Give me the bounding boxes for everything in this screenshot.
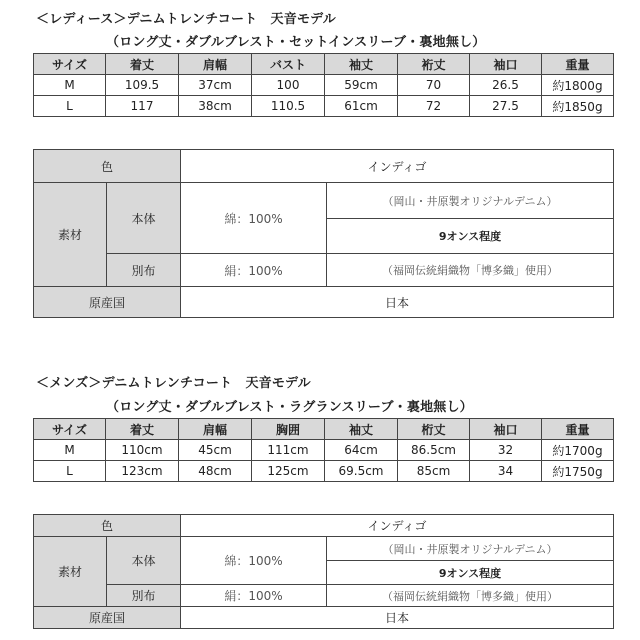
table-cell: 32 [470,440,542,461]
header-cell: サイズ [34,54,106,75]
header-cell: 重量 [542,54,614,75]
ladies-title: ＜レディース＞デニムトレンチコート 天音モデル [36,12,336,27]
sub-fabric-fiber: 絹：100% [181,254,327,287]
table-cell: 約1750g [542,461,614,482]
table-cell: 109.5 [106,75,179,96]
header-cell: 肩幅 [179,419,252,440]
body-label: 本体 [107,183,181,254]
table-cell: 約1700g [542,440,614,461]
header-cell: バスト [252,54,325,75]
sub-fabric-fiber: 絹：100% [181,585,327,607]
table-cell: 117 [106,96,179,117]
table-cell: 86.5cm [398,440,470,461]
table-cell: 26.5 [470,75,542,96]
body-fiber: 綿：100% [181,183,327,254]
table-cell: 34 [470,461,542,482]
table-cell: 110cm [106,440,179,461]
sub-fabric-note: （福岡伝統絹織物「博多織」使用） [327,254,614,287]
header-cell: 桁丈 [398,419,470,440]
table-cell: 38cm [179,96,252,117]
table-cell: 110.5 [252,96,325,117]
table-cell: 約1800g [542,75,614,96]
color-label: 色 [34,150,181,183]
table-cell: 125cm [252,461,325,482]
table-cell: 27.5 [470,96,542,117]
table-cell: 61cm [325,96,398,117]
table-cell: 45cm [179,440,252,461]
origin-label: 原産国 [34,607,181,629]
header-cell: サイズ [34,419,106,440]
ladies-material-table [33,149,614,318]
mens-material-table [33,514,614,629]
table-cell: 64cm [325,440,398,461]
table-row [34,75,614,96]
sub-fabric-label: 別布 [107,254,181,287]
table-cell: 100 [252,75,325,96]
header-cell: 袖口 [470,419,542,440]
origin-value: 日本 [181,607,614,629]
table-cell: 69.5cm [325,461,398,482]
table-row [34,461,614,482]
origin-label: 原産国 [34,287,181,318]
header-cell: 裄丈 [398,54,470,75]
body-label: 本体 [107,537,181,585]
body-weight: 9オンス程度 [327,561,614,585]
mens-size-table [33,418,614,482]
ladies-subtitle: （ロング丈・ダブルブレスト・セットインスリーブ・裏地無し） [106,35,486,50]
header-cell: 胸囲 [252,419,325,440]
table-cell: L [34,461,106,482]
ladies-size-table [33,53,614,117]
material-label: 素材 [34,183,107,287]
body-fiber: 綿：100% [181,537,327,585]
origin-value: 日本 [181,287,614,318]
table-cell: 70 [398,75,470,96]
color-value: インディゴ [181,515,614,537]
header-cell: 着丈 [106,54,179,75]
header-cell: 肩幅 [179,54,252,75]
table-cell: M [34,75,106,96]
color-value: インディゴ [181,150,614,183]
table-cell: 85cm [398,461,470,482]
table-cell: 59cm [325,75,398,96]
sub-fabric-note: （福岡伝統絹織物「博多織」使用） [327,585,614,607]
header-cell: 着丈 [106,419,179,440]
table-cell: L [34,96,106,117]
body-weight: 9オンス程度 [327,219,614,254]
table-cell: 約1850g [542,96,614,117]
table-header-row [34,419,614,440]
header-cell: 袖丈 [325,419,398,440]
table-cell: 37cm [179,75,252,96]
mens-title: ＜メンズ＞デニムトレンチコート 天音モデル [36,376,311,391]
table-cell: 48cm [179,461,252,482]
table-cell: M [34,440,106,461]
sub-fabric-label: 別布 [107,585,181,607]
table-cell: 111cm [252,440,325,461]
color-label: 色 [34,515,181,537]
body-note: （岡山・井原製オリジナルデニム） [327,537,614,561]
table-cell: 72 [398,96,470,117]
table-header-row [34,54,614,75]
header-cell: 袖口 [470,54,542,75]
table-row [34,96,614,117]
table-row [34,440,614,461]
table-cell: 123cm [106,461,179,482]
header-cell: 重量 [542,419,614,440]
material-label: 素材 [34,537,107,607]
header-cell: 袖丈 [325,54,398,75]
mens-subtitle: （ロング丈・ダブルブレスト・ラグランスリーブ・裏地無し） [106,400,473,415]
body-note: （岡山・井原製オリジナルデニム） [327,183,614,219]
